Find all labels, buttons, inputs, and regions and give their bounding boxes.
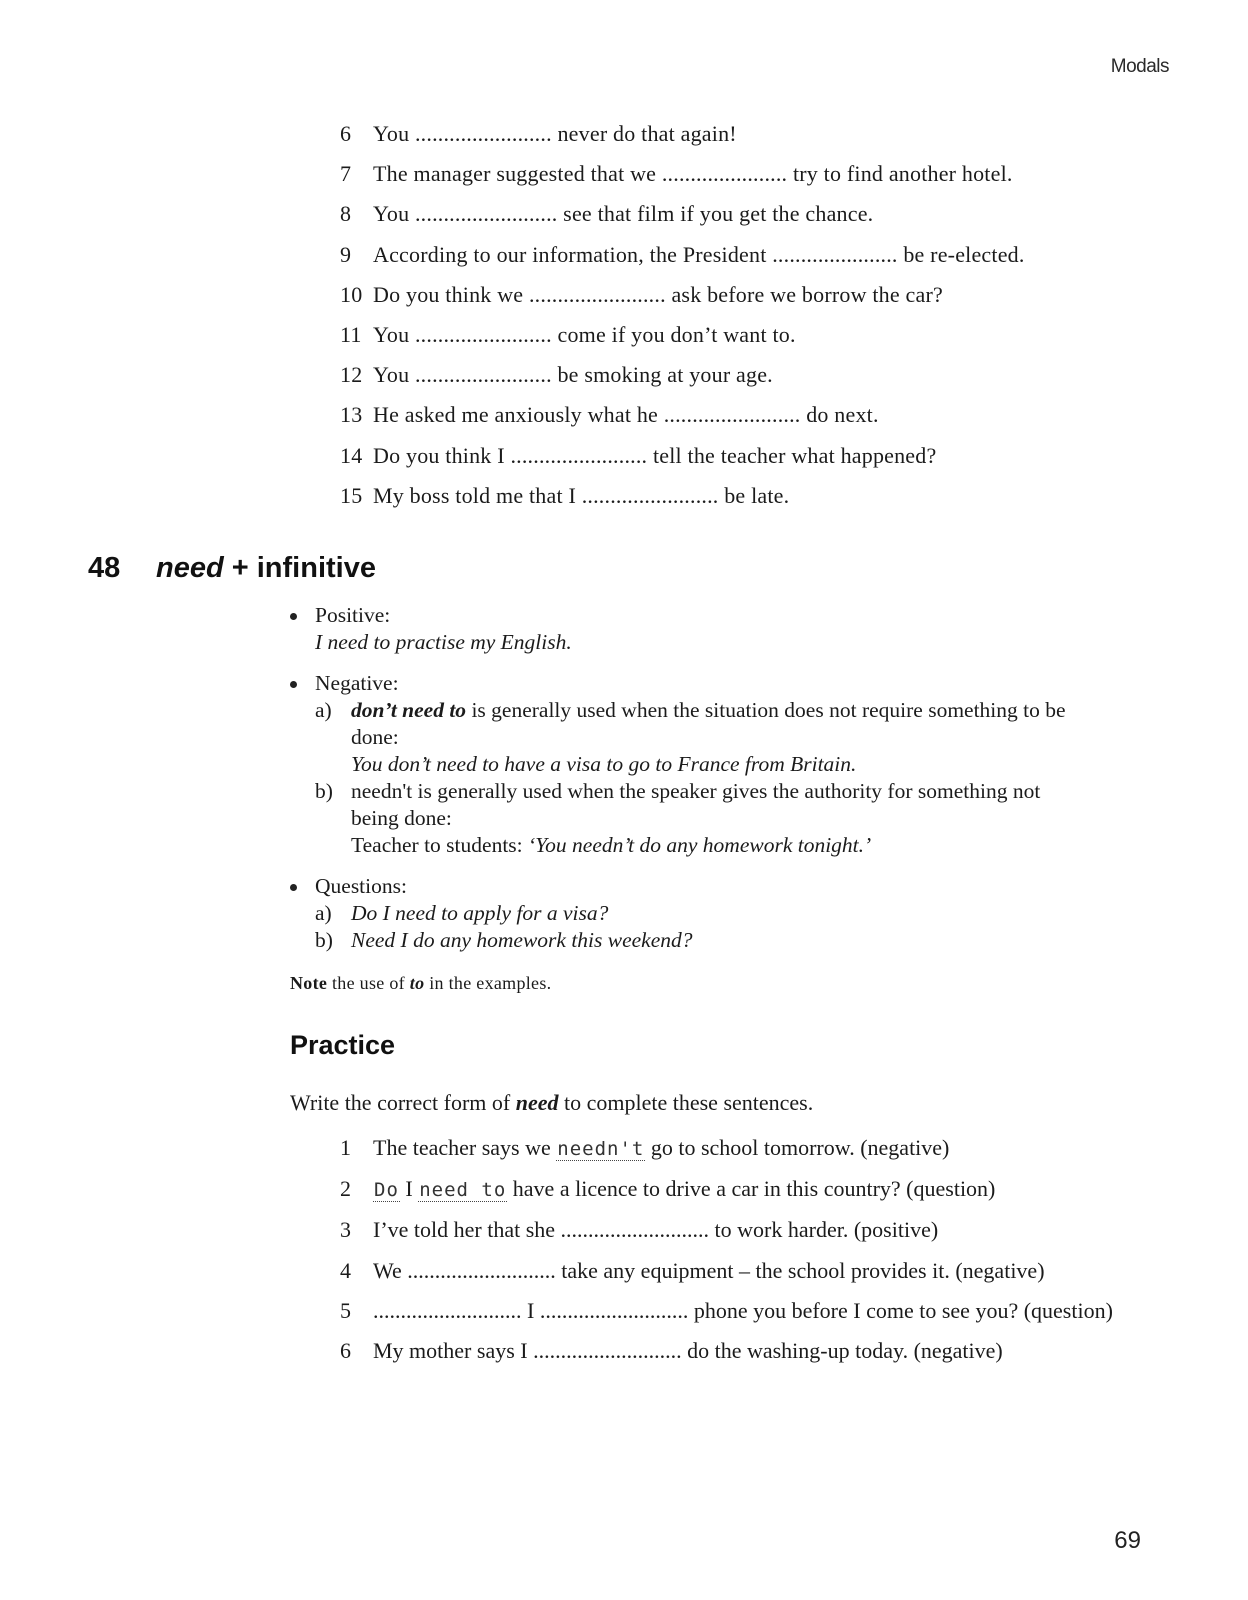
item-text: Do you think we ........................ ask before we borrow the car?: [373, 281, 943, 307]
handwritten-answer: Do: [374, 1179, 399, 1202]
bullet-dot: [290, 884, 297, 891]
item-number: 11: [340, 321, 362, 347]
subpoint-a: [315, 900, 1081, 927]
item-number: 1: [340, 1135, 351, 1160]
subpoint-b: [315, 927, 1081, 954]
instruction-key: need: [515, 1090, 559, 1115]
bullet-questions: [290, 873, 1081, 954]
bullet-negative: [290, 670, 1081, 859]
item-number: 4: [340, 1257, 351, 1283]
item-text: My boss told me that I ........................ be late.: [373, 482, 790, 508]
explanation: is generally used when the situation does not require something to be done:: [351, 698, 1066, 749]
text-segment: have a licence to drive a car in this country? (question): [507, 1176, 996, 1202]
section-keyword: need: [156, 552, 224, 584]
practice-item: [340, 1210, 1140, 1250]
item-text: We ........................... take any equipment – the school provides it. (negative): [373, 1257, 1045, 1283]
note-label: Note: [290, 973, 328, 993]
practice-item: [340, 1291, 1140, 1331]
section-number: 48: [88, 552, 121, 584]
explanation: needn't is generally used when the speaker gives the authority for something not being done:: [351, 779, 1041, 830]
item-number: 15: [340, 482, 363, 508]
item-text: You ........................ come if you don’t want to.: [373, 321, 796, 347]
key-phrase: don’t need to: [351, 698, 467, 722]
item-text: My mother says I ........................... do the washing-up today. (negative): [373, 1338, 1003, 1364]
running-header: Modals: [1110, 56, 1169, 77]
subpoint-label: a): [315, 698, 332, 722]
item-number: 6: [340, 121, 352, 146]
instruction-text-end: to complete these sentences.: [558, 1090, 814, 1115]
subpoint-a: [315, 697, 1081, 778]
text-segment: The teacher says we: [373, 1135, 557, 1160]
practice-item: [340, 1251, 1140, 1291]
item-text: ........................... I ........................... phone you before I come to see you? (question): [373, 1297, 1113, 1323]
item-text: You ........................ never do that again!: [373, 121, 737, 146]
practice-item: [340, 1128, 1140, 1169]
item-number: 9: [340, 241, 352, 267]
practice-instruction: [290, 1090, 813, 1116]
item-number: 7: [340, 161, 352, 187]
bullet-positive: [290, 602, 1081, 656]
example-line: [351, 832, 1061, 859]
item-number: 2: [340, 1176, 351, 1202]
example-sentence: Need I do any homework this weekend?: [351, 928, 693, 952]
item-text: You ......................... see that film if you get the chance.: [373, 201, 874, 227]
example-prefix: Teacher to students:: [351, 833, 529, 857]
instruction-text: Write the correct form of: [290, 1090, 516, 1115]
handwritten-answer: need to: [419, 1179, 507, 1202]
practice-heading: Practice: [290, 1030, 396, 1060]
item-number: 14: [340, 442, 363, 468]
item-text: I’ve told her that she ........................... to work harder. (positive): [373, 1217, 939, 1243]
example-sentence: ‘You needn’t do any homework tonight.’: [528, 833, 872, 857]
section-title-rest: + infinitive: [223, 552, 376, 584]
handwritten-answer: needn't: [557, 1138, 645, 1160]
section-heading: [88, 552, 376, 585]
note-key: to: [409, 973, 425, 993]
grammar-notes: [290, 602, 1081, 968]
item-number: 5: [340, 1297, 351, 1323]
text-segment: go to school tomorrow. (negative): [645, 1135, 950, 1160]
subpoint-b: [315, 778, 1061, 859]
item-number: 13: [340, 402, 363, 428]
practice-item: [340, 1169, 1140, 1210]
example-sentence: I need to practise my English.: [315, 630, 572, 654]
practice-list: [340, 1128, 1140, 1371]
item-number: 6: [340, 1338, 351, 1364]
item-text: He asked me anxiously what he ........................ do next.: [373, 402, 879, 428]
item-number: 8: [340, 201, 352, 227]
bullet-label: Questions:: [315, 874, 407, 898]
note-text: [290, 973, 551, 994]
bullet-dot: [290, 681, 297, 688]
item-number: 10: [340, 281, 363, 307]
subpoint-label: a): [315, 901, 332, 925]
item-text: According to our information, the President ...................... be re-elected.: [373, 241, 1025, 267]
note-body-end: in the examples.: [424, 973, 552, 993]
example-sentence: You don’t need to have a visa to go to France from Britain.: [351, 752, 857, 776]
item-text: [373, 1169, 1140, 1210]
text-segment: I: [399, 1176, 419, 1202]
subpoint-label: b): [315, 779, 333, 803]
item-text: [373, 1128, 1140, 1169]
practice-item: [340, 1331, 1140, 1371]
note-body: the use of: [327, 973, 410, 993]
item-text: You ........................ be smoking at your age.: [373, 362, 773, 388]
item-number: 12: [340, 362, 363, 388]
example-sentence: Do I need to apply for a visa?: [351, 901, 609, 925]
item-number: 3: [340, 1217, 351, 1243]
bullet-label: Negative:: [315, 671, 399, 695]
subpoint-label: b): [315, 928, 333, 952]
item-text: Do you think I ........................ tell the teacher what happened?: [373, 442, 937, 468]
item-text: The manager suggested that we ...................... try to find another hotel.: [373, 161, 1013, 187]
bullet-dot: [290, 613, 297, 620]
subpoint-text: [351, 697, 1081, 751]
page-number: 69: [1114, 1527, 1141, 1554]
bullet-label: Positive:: [315, 603, 391, 627]
